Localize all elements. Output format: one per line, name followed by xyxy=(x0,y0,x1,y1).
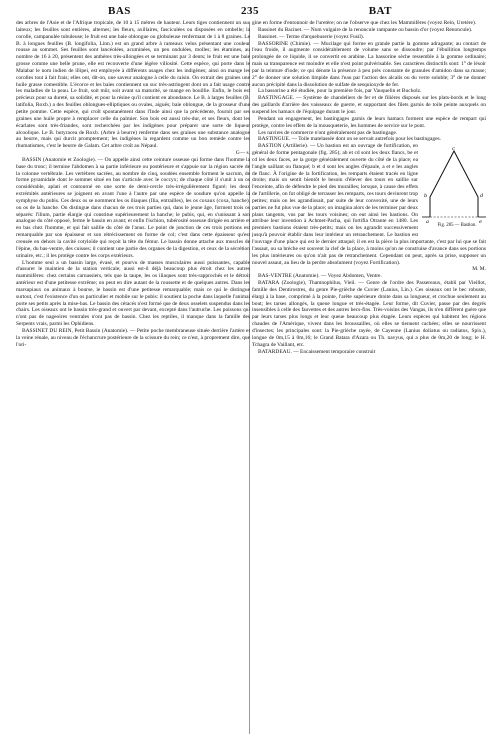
entry-bassin: BASSIN (Anatomie et Zoologie). — On appelle ainsi cette ceinture osseuse qui forme dans l'homme la base du tronc; il termine l'abdomen à sa partie inférieure ou postérieure et s'appuie sur la région sacrée de la colonne vertébrale. Les vertèbres sacrées, au nombre de cinq, soudées ensemble forment le sacrum, de forme pyramidale dont le sommet situé en bas s'articule avec le coccyx; de chaque côté il s'unit à un os considérable, aplati et contourné en une sorte de demi-cercle très-irrégulièrement figuré; les deux extrémités antérieures se joignent en avant l'une à l'autre par une espèce de soudure qu'on appelle la symphyse du pubis. Ces deux os se nomment les os iliaques (Ilia, entrailles), les os coxaux (coxa, hanche), ou os de la hanche. On distingue dans chacun de ces trois parties qui, dans le jeune âge, forment trois os séparés: l'ilium, partie élargie qui constitue supérieurement la hanche; le pubis, qui, en s'unissant à son analogue du côté opposé, ferme le bassin en avant; et enfin l'ischion, tubérosité osseuse dirigée en arrière et en bas chez l'homme, et qui fait saillie du côté de l'anus. Le point de jonction de ces trois portions est remarquable par son épaisseur et son rétrécissement en forme de col; c'est dans cette épaisseur qu'est creusée en dehors la cavité cotyloïde qui reçoit la tête du fémur. Le bassin donne attache aux muscles de l'épine, du bas-ventre, des cuisses; il contient une partie des organes de la digestion, et ceux de la sécrétion urinaire, etc.; il les protège contre les corps extérieurs. xyxy=(16,156,250,259)
entry-bas-ventre: BAS-VENTRE (Anatomie). — Voyez Abdomen, Ventre. xyxy=(258,273,382,280)
entry-batara: BATARA (Zoologie), Thamnophilus, Vieil. — Genre de l'ordre des Passereaux, établi par Vieillot, famille des Dentirostres, du genre Pie-grièche de Cuvier (Lanius, Lin.). Ces oiseaux ont le bec robuste, élargi à la base, comprimé à la pointe, l'arête supérieure droite dans sa longueur, et crochue seulement au bout; les tarses allongés, la queue longue et très-étagée. Leur forme, dit Cuvier, passe par des degrés insensibles à celle des fauvettes et des autres becs-fins. Très-voisins des Vangas, ils n'en diffèrent guère que par leurs tarses plus longs et leur queue beaucoup plus étagée. Leurs espèces qui habitent les régions chaudes de l'Amérique, vivent dans les broussailles, où elles se tiennent cachées; elles se nourrissent d'insectes; les principales sont: la Pie-grièche rayée, de Cayenne (Lanius doliatus ou radiatus, Spix.), longue de 0m,15 à 0m,16; le Grand Batara d'Azara ou Th. navyus, qui a plus de 0m,20 de long; le H. Tchagra de Vaillant, etc. xyxy=(252,280,486,348)
author-signature: G— s. xyxy=(235,150,250,157)
entry-bastingue: BASTINGUE. — Toile matelassée dont on se servait autrefois pour les bastingages. xyxy=(258,136,441,143)
entry-bassinet-du-rein: BASSINET DU REIN, Petit Bassin (Anatomie). — Petite poche membraneuse située derrière l'artère et la veine rénale, au niveau de l'échancrure postérieure de la scissure du rein; ce n'est, à proprement dire, que l'ori- xyxy=(16,327,250,348)
entry-bassinet-continued: gine en forme d'entonnoir de l'uretère; on ne l'observe que chez les Mammifères (voyez Rein, Uretère). xyxy=(252,20,477,26)
point-label-a: a xyxy=(426,219,429,224)
entry-bassinet-arquebuse: Bassinet. — Terme d'arquebuserie (voyez Fusil). xyxy=(258,33,365,40)
bastion-figure xyxy=(422,145,486,233)
figure-caption: Fig. 285 — Bastion. xyxy=(437,223,477,229)
entry-bassin-comparative: L'homme seul a un bassin large, évasé, et pourvu de masses musculaires aussi puissantes, capable d'assurer le maintien de la station verticale; aussi est-il déjà beaucoup plus étroit chez les autres mammifères: chez certains carnassiers, tels que la taupe, les os iliaques sont très-rapprochés et le détroit antérieur est d'une petitesse extrême; on peut en dire autant de la roussette et de quelques autres. Dans les marsupiaux ou animaux à bourse, le bassin est d'une petitesse remarquable; mais ce qui le distingue surtout, c'est l'existence d'un os particulier et mobile sur le pubis: il soutient la poche dans laquelle l'animal porte ses petits après la mise-bas. Le bassin des cétacés n'est formé que de deux osselets suspendus dans les chairs. Les oiseaux ont le bassin très-grand et ouvert par devant, excepté dans l'autruche. Les poissons qui n'ont pas de nageoires ventrales n'ont pas de bassin. Chez les reptiles, il manque dans la famille des Serpents vrais, parmi les Ophidiens. xyxy=(16,259,250,328)
page-header xyxy=(18,5,482,19)
entry-bastingage-2: Pendant un engagement, les bastingages garnis de leurs hamacs forment une espèce de rempart qui protège, contre les effets de la mousqueterie, les hommes de service sur le pont. xyxy=(252,115,486,129)
bastion-diagram xyxy=(422,145,486,223)
point-label-d: d xyxy=(480,193,484,200)
entry-bassorine-note: La bassorine a été étudiée, pour la première fois, par Vauquelin et Bucholz. xyxy=(258,88,422,95)
entry-bassorine: BASSORINE (Chimie). — Mucilage qui forme en grande partie la gomme adragante; au contact de l'eau froide, il augmente considérablement de volume sans se dissoudre; par l'ébullition longtemps prolongée de ce liquide, il se convertit en arabine. La bassorine sèche ressemble à la gomme ordinaire; mais sa transparence est moindre et elle n'est point pulvérisable. Ses caractères distinctifs sont: 1° de lésoir par la teinture d'iode; ce qui dénote la présence à peu près constante de granules d'amidon dans sa masse; 2° de donner une solution limpide dans l'eau par l'action des alcalis ou du verre soluble; 3° de ne donner aucun précipité dans la dissolution de sulfate de sesquioxyde de fer. xyxy=(252,40,486,88)
author-signature-2: M. M. xyxy=(472,266,486,273)
running-head-left: BAS xyxy=(108,5,131,17)
entry-bassia-continued: des arbres de l'Asie et de l'Afrique tropicale, de 10 à 15 mètres de hauteur. Leurs tiges contiennent un suc laiteux; les feuilles sont entières, alternes; les fleurs, axillaires, fasciculées ou disposées en ombelle; la corolle, campanulée tubuleuse; le fruit est une baie oblongue ou globuleuse renfermant de 1 à 8 graines. Le B. à longues feuilles (B. longifolia, Linn.) est un grand arbre à rameaux velus présentant une couleur rousse au sommet. Ses feuilles sont lancéolées, acuminées, un peu ondulées, molles; les étamines, au nombre de 16 à 20, présentent des anthères très-allongées et se terminant par 3 dents; le fruit est une baie grosse comme une belle prune, elle est recouverte d'une légère villosité. Cette espèce, qui porte dans le Malabar le nom indien de illipei, est employée à différents usages chez les indigènes; ainsi on mange les corolles tout à fait frais; elles ont, dit-on, une saveur analogue à celle du raisin. On extrait des graines une huile grasse comestible. L'écorce et les baies contiennent un suc très-astringent dont on a fait usage contre les maladies de la peau. Le fruit, soit mûr, soit avant sa maturité, se mange en bouillie. Enfin, le bois est précieux pour sa dureté, sa solidité, et pour la résine qu'il contient en abondance. Le B. à larges feuilles (B. latifolia, Roxb.) a des feuilles oblongues-elliptiques ou ovales, aiguës; baie oblongue, de la grosseur d'une petite pomme. Cette espèce, qui croît spontanément dans l'Inde ainsi que la précédente, fournit par ses graines une huile propre à remplacer celle du palmier. Son bois est aussi très-dur, et ses fleurs, dont les écarlates sont très-friandes, sont recherchées par les indigènes pour préparer une sorte de liqueur alcoolique. Le B. butyracea de Roxb. (Arbre à beurre) renferme dans ses graines une substance analogue au beurre, mais qui durcit promptement; les indigènes la regardent comme un bon remède contre les rhumatismes, c'est le beurre de Galam. Cet arbre croît au Népaul. xyxy=(16,20,250,150)
point-label-c: c xyxy=(452,146,455,153)
entry-bastingage: BASTINGAGE. — Système de chandeliers de fer et de filières disposés sur les plats-bords et le long des gaillards d'arrière des vaisseaux de guerre, et supportant des filets garnis de toile peinte auxquels on suspend les hamacs de l'équipage durant le jour. xyxy=(252,95,486,115)
left-column xyxy=(16,20,250,736)
point-label-e: e xyxy=(479,219,482,224)
entry-bastingage-3: Les navires de commerce n'ont généralement pas de bastingage. xyxy=(258,129,398,136)
running-head-right: BAT xyxy=(368,5,392,17)
entry-batardeau: BATARDEAU. — Encaissement temporaire construit xyxy=(258,348,376,355)
entry-bastion: BASTION (Artillerie). — Un bastion est un ouvrage de fortification, en général de forme pentagonale (fig. 285); ab et cd sont les deux flancs, be et cd les deux faces, ae la gorge généralement ouverte du côté de la place; ea l'angle saillant ou flanqué; b et d sont les angles d'épaule, a et e les angles de flanc. À l'origine de la fortification, les remparts étaient tracés en ligne droite; mais on sentit bientôt le besoin d'élever des tours en saillie sur l'enceinte, afin de défendre le pied des murailles; lorsque, à cause des effets de l'artillerie, on fut obligé de terrasser les remparts, ces tours devinrent trop petites; mais on les agrandissait, par suite de leur convexité, une de leurs parties ne fut plus vue de la place; on imagina alors de les terminer par deux plans tangents, vus par les tours voisines; on eut ainsi les bastions. On attribue leur invention à Achmet-Pacha, qui fortifia Otrante en 1480. Les premiers bastions étaient très-petits; mais on les agrandit successivement jusqu'à pouvoir établir dans leur intérieur un retranchement. Le bastion est l'ouvrage d'une place qui est le dernier attaqué; il en est la pièce la plus importante, c'est par lui que se fait l'assaut, ou sa brèche est souvent la clef de la place, à moins qu'on ne construise d'avance dans ses portions les plus intérieures ou qu'on n'ait pas de retranchement. Cependant on peut, après sa prise, supposer un nouvel assaut, au lieu de la perdre absolument (voyez Fortification). xyxy=(252,143,486,266)
page-number: 235 xyxy=(241,5,259,17)
entry-bassinet-bacinet: Bassinet du Bacinet. — Nom vulgaire de la renoncule rampante ou bassin d'or (voyez Renoncule). xyxy=(258,26,473,33)
point-label-b: b xyxy=(424,193,428,200)
right-column xyxy=(252,20,486,736)
